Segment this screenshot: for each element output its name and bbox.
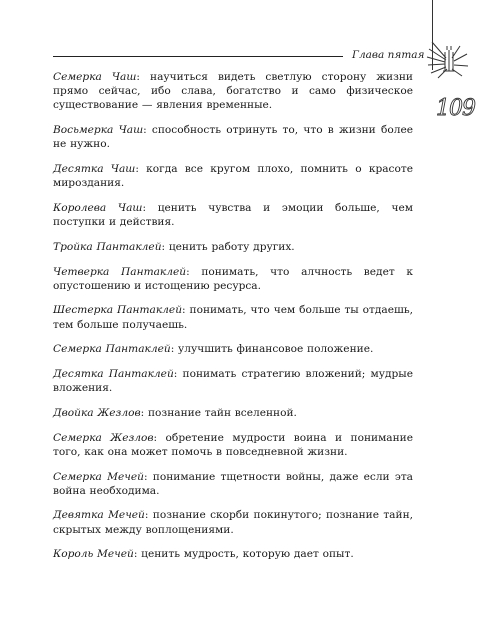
entry-term: Семерка Пантаклей	[53, 343, 171, 356]
entry-list	[53, 70, 413, 572]
entry-definition: : ценить мудрость, которую дает опыт.	[133, 548, 354, 561]
entry-term: Десятка Пантаклей	[53, 368, 174, 381]
entry-paragraph	[53, 367, 413, 395]
entry-term: Двойка Жезлов	[53, 406, 141, 419]
entry-paragraph	[53, 201, 413, 229]
sun-icon	[426, 40, 470, 80]
entry-paragraph	[53, 303, 413, 331]
entry-term: Десятка Чаш	[53, 163, 136, 176]
entry-definition: : способность отринуть то, что в жизни более не нужно.	[53, 124, 413, 151]
entry-term: Тройка Пантаклей	[53, 240, 162, 253]
entry-paragraph	[53, 508, 413, 536]
entry-paragraph	[53, 265, 413, 293]
entry-definition: : познание скорби покинутого; познание тайн, скрытых между воплощениями.	[53, 509, 413, 536]
entry-term: Королева Чаш	[53, 201, 143, 214]
entry-paragraph	[53, 162, 413, 190]
entry-paragraph	[53, 342, 413, 356]
entry-paragraph	[53, 431, 413, 459]
entry-definition: : понимать стратегию вложений; мудрые вложения.	[53, 368, 413, 395]
entry-definition: : понимать, что алчность ведет к опустошению и истощению ресурса.	[53, 265, 413, 292]
page-number: 109	[436, 96, 475, 121]
entry-paragraph	[53, 240, 413, 254]
entry-term: Семерка Мечей	[53, 470, 144, 483]
entry-paragraph	[53, 547, 413, 561]
entry-definition: : улучшить финансовое положение.	[170, 343, 374, 356]
entry-term: Шестерка Пантаклей	[53, 304, 183, 317]
entry-term: Восьмерка Чаш	[53, 124, 144, 137]
entry-paragraph	[53, 70, 413, 113]
header-rule	[53, 56, 343, 57]
entry-definition: : понимать, что чем больше ты отдаешь, тем больше получаешь.	[53, 304, 413, 331]
entry-definition: : познание тайн вселенной.	[140, 406, 297, 419]
entry-definition: : ценить работу других.	[161, 240, 295, 253]
entry-term: Девятка Мечей	[53, 509, 145, 522]
entry-term: Четверка Пантаклей	[53, 265, 187, 278]
entry-paragraph	[53, 123, 413, 151]
entry-paragraph	[53, 470, 413, 498]
entry-term: Семерка Жезлов	[53, 431, 154, 444]
entry-term: Король Мечей	[53, 548, 134, 561]
entry-definition: : понимание тщетности войны, даже если эта война необходима.	[53, 470, 413, 497]
entry-definition: : обретение мудрости воина и понимание того, как она может помочь в повседневной жизни.	[53, 431, 414, 458]
chapter-title: Глава пятая	[352, 49, 425, 61]
entry-definition: : научиться видеть светлую сторону жизни прямо сейчас, ибо слава, богатство и само физическое существование — явления временные.	[53, 71, 413, 112]
entry-term: Семерка Чаш	[53, 71, 137, 83]
entry-paragraph	[53, 406, 413, 420]
entry-definition: : ценить чувства и эмоции больше, чем поступки и действия.	[53, 201, 413, 229]
entry-definition: : когда все кругом плохо, помнить о красоте мироздания.	[53, 163, 413, 190]
